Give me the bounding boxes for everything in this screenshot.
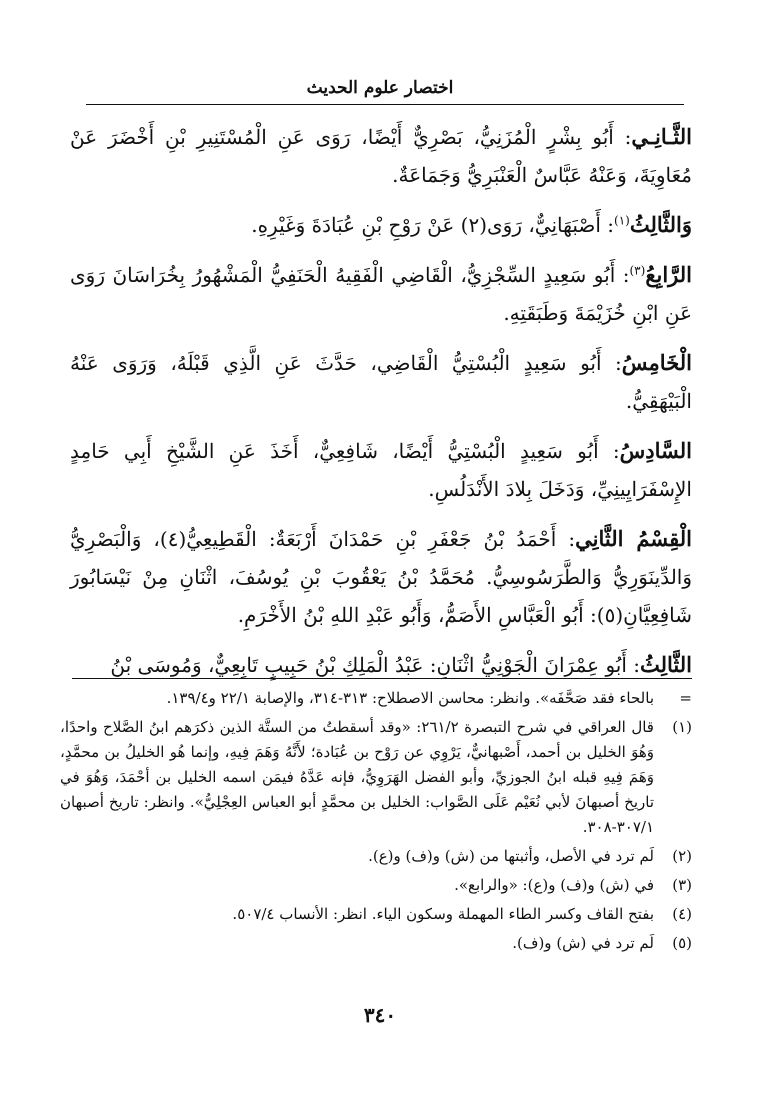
paragraph-label: الثَّالِثُ <box>640 652 692 677</box>
paragraph-text: : أَحْمَدُ بْنُ جَعْفَرِ بْنِ حَمْدَانَ أَرْبَعَةٌ: الْقَطِيعِيُّ(٤)، وَالْبَصْرِيُّ وَالدِّينَوَرِيُّ وَالطَّرَسُوسِيُّ. مُحَمَّدُ بْنُ يَعْقُوبَ بْنِ يُوسُفَ، اثْنَانِ مِنْ نَيْسَابُورَ شَافِعِيَّانِ(٥): أَبُو الْعَبَّاسِ الأَصَمُّ، وَأَبُو عَبْدِ اللهِ بْنُ الأَخْرَمِ. <box>70 527 692 627</box>
page-number: ٣٤٠ <box>363 1003 397 1027</box>
paragraph-label: الْقِسْمُ الثَّانِي <box>575 526 692 551</box>
footnote <box>60 686 692 711</box>
footnote <box>60 715 692 840</box>
footnote-number: (١) <box>672 718 692 736</box>
footnote <box>60 844 692 869</box>
paragraph <box>70 256 692 332</box>
footnote-number: (٥) <box>672 934 692 952</box>
footnote-number: (٤) <box>672 905 692 923</box>
footnote-number: = <box>679 689 692 707</box>
footnote <box>60 873 692 898</box>
footnote-text: بالحاء فقد صَحَّفَه». وانظر: محاسن الاصطلاح: ٣١٣-٣١٤، والإصابة ٢٢/١ و١٣٩/٤. <box>166 689 654 707</box>
footnote-number: (٢) <box>672 847 692 865</box>
paragraph-label: الرَّابِعُ <box>645 262 692 287</box>
footnote-number: (٣) <box>672 876 692 894</box>
paragraph <box>70 344 692 420</box>
paragraph <box>70 206 692 244</box>
footnote <box>60 931 692 956</box>
paragraph-label: الْخَامِسُ <box>621 350 692 375</box>
footnote-marker: (١) <box>614 213 630 228</box>
footnote-text: قال العراقي في شرح التبصرة ٢٦١/٢: «وقد أسقطتُ من الستَّة الذين ذكرَهم ابنُ الصَّلاح واحدًا، وَهُوَ الخليل بن أحمد، أَصْبهانيٌّ، يَرْوِي عن رَوْح بن عُبَادة؛ لأَنَّهُ وَهَمَ فِيهِ، وإنما هُو الخليلُ بن محمَّدٍ، وَهَمَ فِيهِ قبله ابنُ الجوزيِّ، وأبو الفضل الهَرَوِيُّ، فإنه عَدَّهُ فيمَن اسمه الخليل بن أحْمَدَ، وَهُوَ في تاريخ أصبهانَ لأبي نُعَيْم عَلَى الصَّواب: الخليل بن محمَّدٍ أبو العباس العِجْلِيُّ». وانظر: تاريخ أصبهان ٣٠٧/١-٣٠٨. <box>60 718 654 836</box>
footnote <box>60 902 692 927</box>
paragraph-text: : أَصْبَهَانِيٌّ، رَوَى(٢) عَنْ رَوْحِ بْنِ عُبَادَةَ وَغَيْرِهِ. <box>251 213 615 237</box>
running-header: اختصار علوم الحديث <box>306 78 454 98</box>
header-rule <box>86 104 684 105</box>
paragraph-text: : أَبُو سَعِيدٍ الْبُسْتِيُّ الْقَاضِي، حَدَّثَ عَنِ الَّذِي قَبْلَهُ، وَرَوَى عَنْهُ الْبَيْهَقِيُّ. <box>70 351 692 413</box>
paragraph-label: الثَّـانِـي <box>631 124 692 149</box>
paragraph-text: : أَبُو عِمْرَانَ الْجَوْنِيُّ اثْنَانِ: عَبْدُ الْمَلِكِ بْنُ حَبِيبٍ تَابِعِيٌّ، وَمُوسَى بْنُ <box>110 653 640 677</box>
paragraph <box>70 432 692 508</box>
paragraph <box>70 118 692 194</box>
footnote-marker: (٣) <box>629 263 646 278</box>
footnote-text: في (ش) و(ف) و(ع): «والرابع». <box>454 876 654 894</box>
paragraph-label: وَالثَّالِثُ <box>629 212 692 237</box>
paragraph-label: السَّادِسُ <box>619 438 692 463</box>
footnote-text: لَم ترد في الأصل، وأثبتها من (ش) و(ف) و(ع). <box>368 847 654 865</box>
paragraph-text: : أَبُو بِشْرٍ الْمُزَنِيُّ، بَصْرِيٌّ أَيْضًا، رَوَى عَنِ الْمُسْتَنِيرِ بْنِ أَخْضَرَ عَنْ مُعَاوِيَةَ، وَعَنْهُ عَبَّاسٌ الْعَنْبَرِيُّ وَجَمَاعَةٌ. <box>70 125 692 187</box>
footnote-text: لَم ترد في (ش) و(ف). <box>512 934 654 952</box>
footnote-text: بفتح القاف وكسر الطاء المهملة وسكون الياء. انظر: الأنساب ٥٠٧/٤. <box>232 905 654 923</box>
footnote-rule <box>72 678 692 679</box>
footnotes <box>60 686 692 960</box>
paragraph-text: : أَبُو سَعِيدٍ السِّجْزِيُّ، الْقَاضِي الْفَقِيهُ الْحَنَفِيُّ الْمَشْهُورُ بِخُرَاسَانَ رَوَى عَنِ ابْنِ خُزَيْمَةَ وَطَبَقَتِهِ. <box>70 263 692 325</box>
paragraph <box>70 520 692 634</box>
main-text <box>70 118 692 696</box>
paragraph-text: : أَبُو سَعِيدٍ الْبُسْتِيُّ أَيْضًا، شَافِعِيٌّ، أَخَذَ عَنِ الشَّيْخِ أَبِي حَامِدٍ الإِسْفَرَايِينِيِّ، وَدَخَلَ بِلادَ الأَنْدَلُسِ. <box>70 439 692 501</box>
